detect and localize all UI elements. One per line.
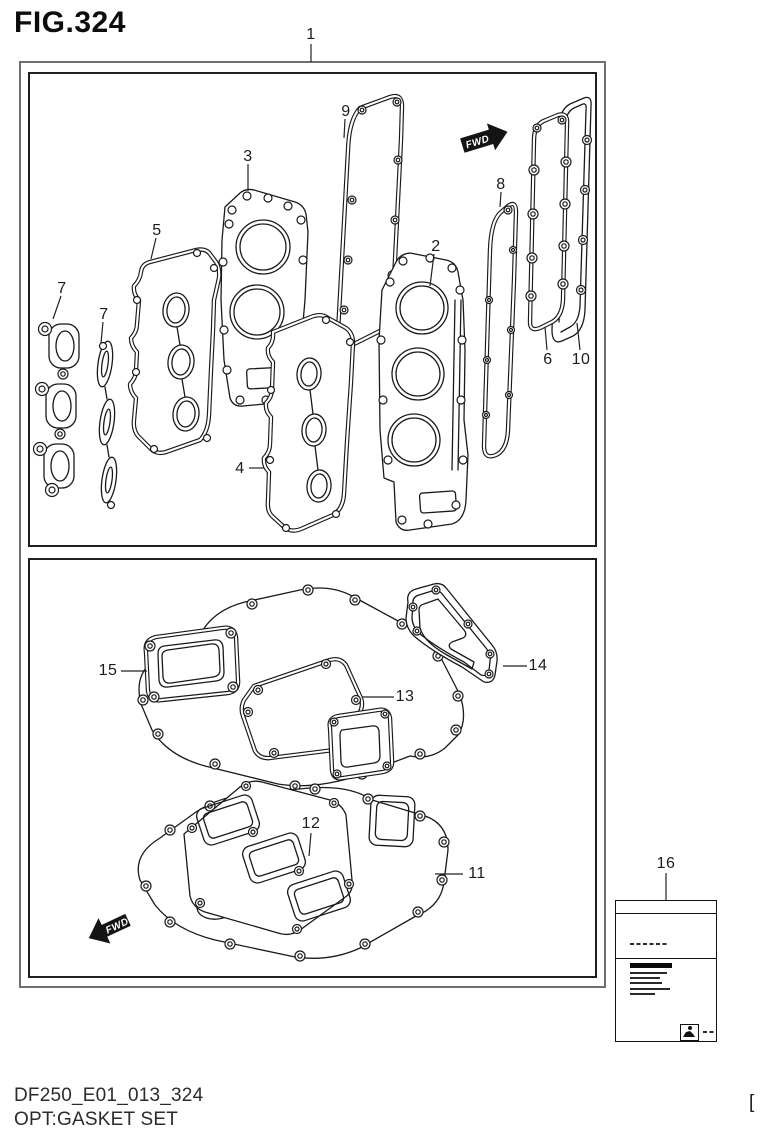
callout-12: 12 xyxy=(301,815,321,832)
callout-10: 10 xyxy=(571,351,591,368)
callout-13: 13 xyxy=(395,688,415,705)
gasket-part-15 xyxy=(145,628,238,702)
footer xyxy=(14,1084,203,1132)
illegible-text-line xyxy=(630,972,667,974)
callout-2: 2 xyxy=(431,238,441,255)
gasket-small-port xyxy=(330,710,392,779)
illegible-text-line xyxy=(630,977,660,979)
gasket-part-8 xyxy=(483,204,517,456)
gasket-part-6 xyxy=(526,114,571,329)
callout-4: 4 xyxy=(235,460,245,477)
callout-14: 14 xyxy=(528,657,548,674)
callout-5: 5 xyxy=(152,222,162,239)
callout-7b: 7 xyxy=(99,306,109,323)
gasket-part-5 xyxy=(130,250,219,453)
callout-6: 6 xyxy=(543,351,553,368)
figure-title: FIG.324 xyxy=(14,6,126,39)
gasket-part-7-exhaust-manifold xyxy=(34,323,80,497)
caution-icon xyxy=(680,1024,699,1041)
figure-caption: OPT:GASKET SET xyxy=(14,1109,178,1130)
callout-1: 1 xyxy=(306,26,316,43)
fwd-arrow-upper-text: FWD xyxy=(464,133,491,152)
caution-label-header-band xyxy=(616,901,716,914)
caution-label-drawing xyxy=(615,900,717,1042)
callout-7a: 7 xyxy=(57,280,67,297)
leader-line-5 xyxy=(151,238,156,259)
callout-8: 8 xyxy=(496,176,506,193)
caution-label-divider xyxy=(616,958,716,959)
fwd-arrow-upper xyxy=(459,120,511,158)
callout-3: 3 xyxy=(243,148,253,165)
illegible-text-line xyxy=(703,1031,716,1033)
illegible-text-line xyxy=(630,943,668,945)
leader-line-7a xyxy=(53,296,61,319)
illegible-text-line xyxy=(630,988,670,990)
fwd-arrow-lower-text: FWD xyxy=(104,916,131,937)
leader-line-6 xyxy=(545,327,547,350)
illegible-heading-line xyxy=(630,963,672,968)
page-bracket: [ xyxy=(749,1092,755,1113)
callout-16: 16 xyxy=(656,855,676,872)
figure-code: DF250_E01_013_324 xyxy=(14,1085,204,1106)
gasket-part-7-seal-strip xyxy=(95,340,119,508)
gasket-part-4 xyxy=(264,315,354,531)
gasket-part-2 xyxy=(377,253,468,530)
fwd-arrow-lower xyxy=(84,908,133,949)
leader-line-7b xyxy=(101,322,103,343)
illegible-text-line xyxy=(630,982,662,984)
callout-15: 15 xyxy=(98,662,118,679)
callout-11: 11 xyxy=(468,865,486,882)
leader-line-9 xyxy=(344,119,345,138)
illegible-text-line xyxy=(630,993,655,995)
leader-line-8 xyxy=(500,192,501,207)
callout-9: 9 xyxy=(341,103,351,120)
